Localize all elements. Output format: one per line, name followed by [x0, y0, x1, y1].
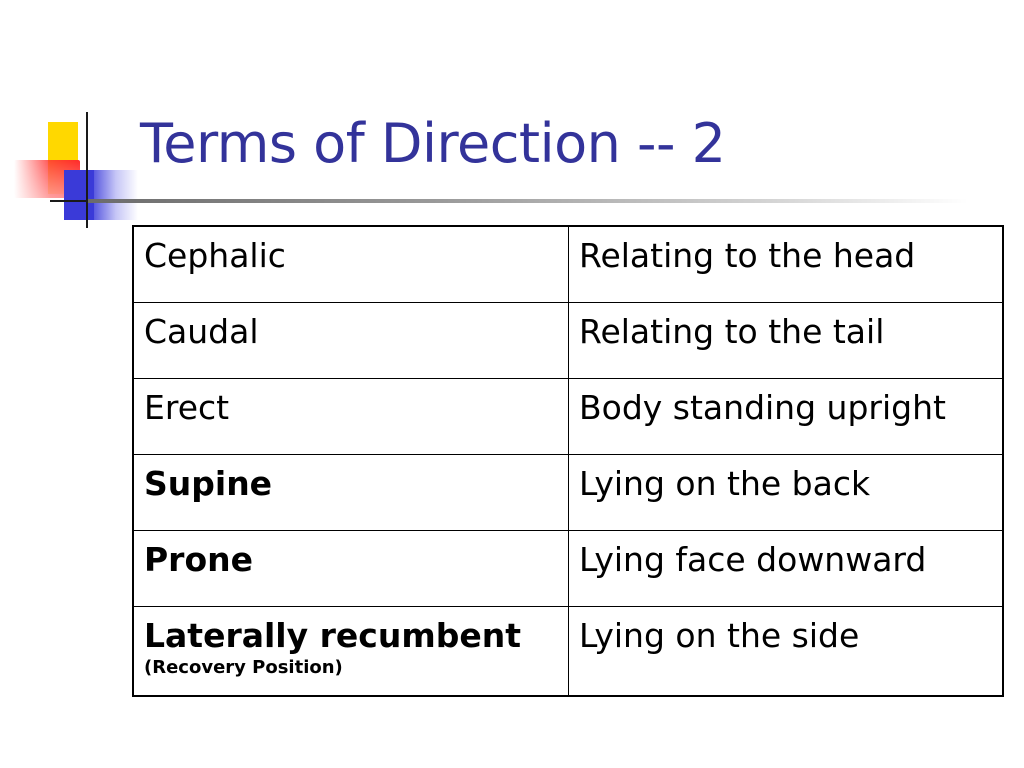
definition-cell [569, 606, 1004, 696]
term-cell [133, 606, 569, 696]
slide-title: Terms of Direction -- 2 [140, 112, 726, 175]
definition-label: Lying on the back [579, 463, 871, 503]
definition-cell [569, 530, 1004, 606]
definition-cell [569, 226, 1004, 302]
definition-cell [569, 454, 1004, 530]
term-cell [133, 302, 569, 378]
terms-table [132, 225, 1004, 697]
term-cell [133, 530, 569, 606]
definition-cell [569, 378, 1004, 454]
table-row [133, 530, 1003, 606]
blue-square-fade [94, 170, 138, 220]
term-label: Erect [144, 387, 230, 427]
corner-decoration [0, 0, 140, 240]
definition-label: Body standing upright [579, 387, 946, 427]
definition-label: Relating to the head [579, 236, 916, 275]
term-note: (Recovery Position) [144, 657, 343, 679]
term-cell [133, 378, 569, 454]
term-label: Laterally recumbent [144, 615, 521, 655]
table-row [133, 302, 1003, 378]
definition-label: Lying on the side [579, 615, 860, 655]
title-underline-rule [88, 199, 968, 203]
blue-square-shape [64, 170, 94, 220]
term-label: Cephalic [144, 236, 286, 275]
table-row [133, 454, 1003, 530]
vertical-accent-line [86, 112, 88, 228]
table-row [133, 606, 1003, 696]
term-label: Prone [144, 539, 254, 579]
term-cell [133, 226, 569, 302]
term-label: Supine [144, 463, 273, 503]
definition-cell [569, 302, 1004, 378]
definition-label: Lying face downward [579, 539, 927, 579]
table-row [133, 378, 1003, 454]
table-row [133, 226, 1003, 302]
term-label: Caudal [144, 311, 259, 351]
definition-label: Relating to the tail [579, 311, 885, 351]
term-cell [133, 454, 569, 530]
